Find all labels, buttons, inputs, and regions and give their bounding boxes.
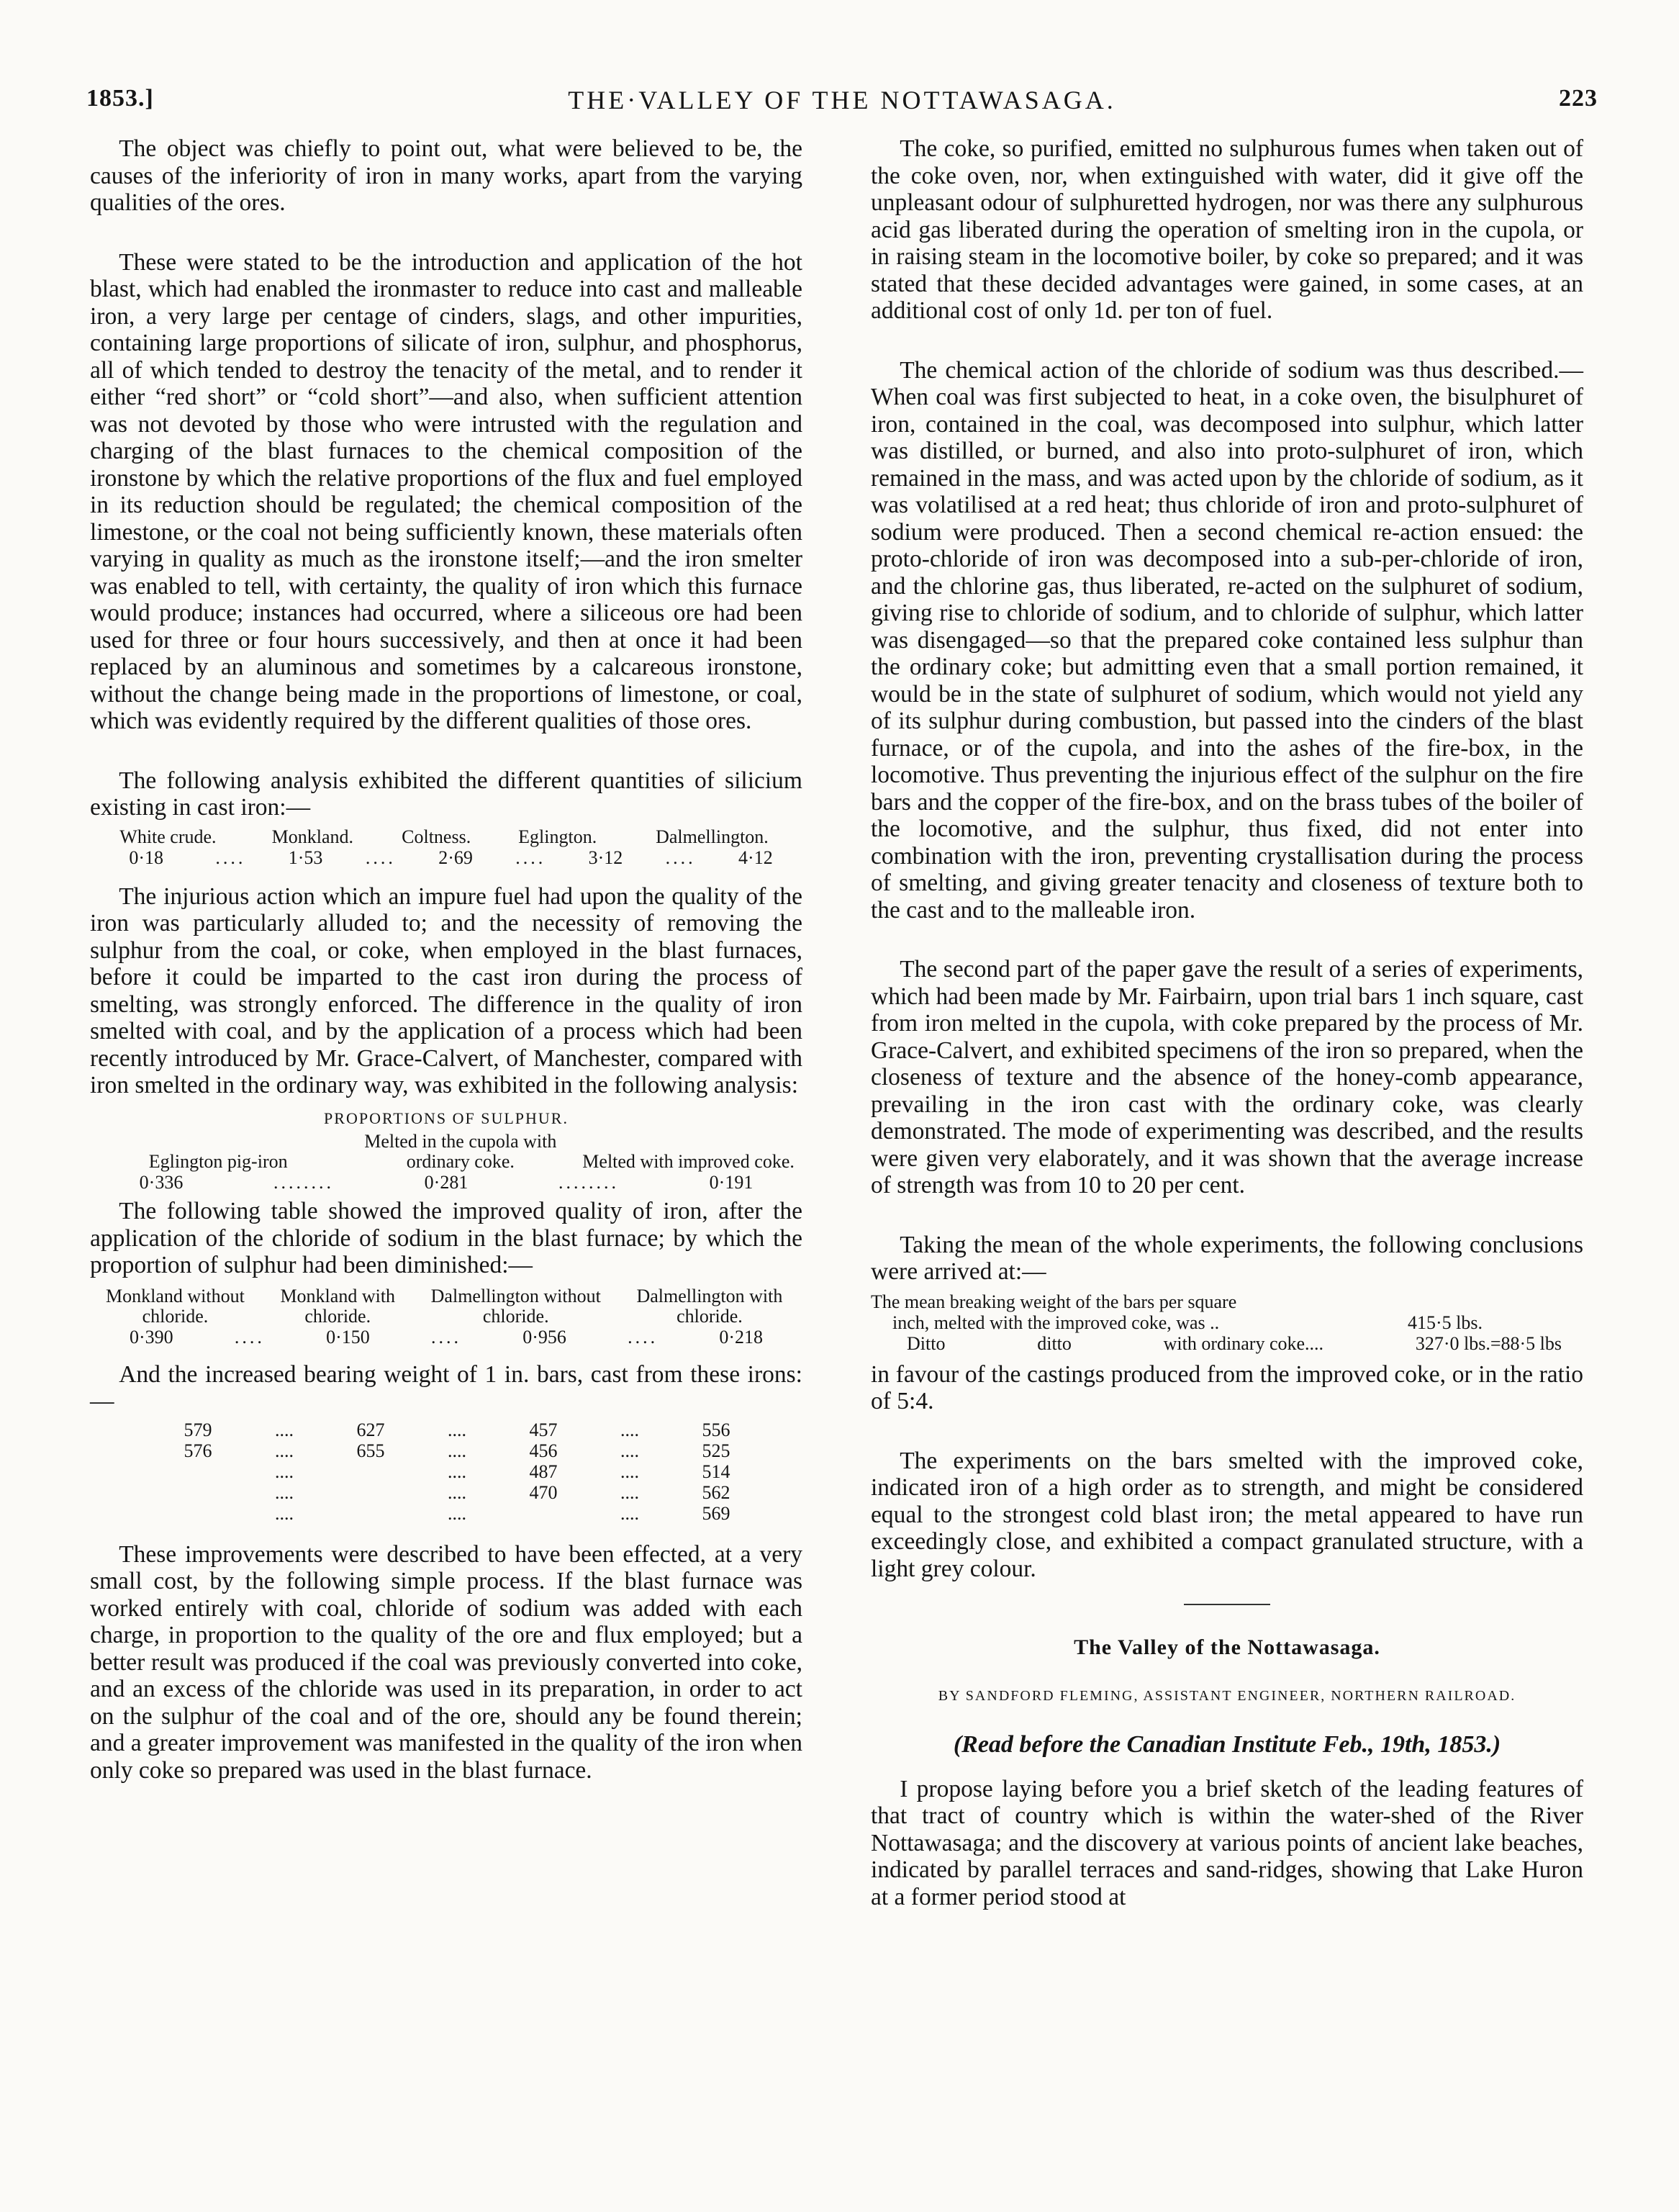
table-cell: 1·53 — [288, 847, 323, 868]
leader-dots: .... — [275, 1502, 294, 1524]
leader-dots: .... — [620, 1419, 639, 1440]
paragraph: The following analysis exhibited the different quantities of silicium existing in cast iron:— — [90, 767, 802, 821]
leader-dots: .... — [365, 847, 396, 868]
running-title: THE·VALLEY OF THE NOTTAWASAGA. — [568, 86, 1116, 114]
table-row — [871, 1312, 1583, 1333]
table-cell: with ordinary coke.... — [1163, 1332, 1324, 1354]
table-cell — [327, 1482, 414, 1503]
table-header: Monkland with chloride. — [280, 1285, 396, 1327]
leader-dots: .... — [665, 847, 696, 868]
leader-dots: .... — [515, 847, 546, 868]
leader-dots: .... — [215, 847, 246, 868]
table-row — [155, 1440, 759, 1461]
table-cell: 576 — [184, 1440, 212, 1461]
table-cell: 556 — [702, 1419, 730, 1440]
chloride-table — [90, 1286, 802, 1327]
table-cell: 0·390 — [130, 1326, 173, 1347]
table-row: The mean breaking weight of the bars per square — [871, 1291, 1237, 1312]
table-cell — [500, 1503, 587, 1524]
table-header: White crude. — [119, 826, 217, 847]
table-row — [871, 1333, 1583, 1354]
table-cell: 4·12 — [738, 847, 773, 868]
table-cell: 0·191 — [709, 1172, 753, 1193]
table-cell: 514 — [702, 1461, 730, 1482]
paragraph: These improvements were described to have been effected, at a very small cost, by the following simple process. If the blast furnace was worked entirely with coal, chloride of sodium was added with each charge, in proportion to the quality of the ore and flux employed; but a better result was produced if the coal was previously converted into coke, and an excess of the chloride was used in its preparation, in order to act on the sulphur of the coal and of the ore, should any be found therein; and a greater improvement was manifested in the quality of the iron when only coke so prepared was used in the blast furnace. — [90, 1540, 802, 1784]
paragraph: The experiments on the bars smelted with the improved coke, indicated iron of a high order as to strength, and might be considered equal to the strongest cold blast iron; the metal appeared to have run exceedingly close, and exhibited a compact granulated structure, with a light grey colour. — [871, 1447, 1583, 1582]
table-cell: 655 — [356, 1440, 385, 1461]
table-header: Eglington pig-iron — [148, 1151, 288, 1172]
page-header — [86, 85, 1598, 128]
left-column — [90, 135, 802, 1816]
table-cell — [155, 1461, 241, 1482]
sulphur-values — [90, 1172, 802, 1193]
paragraph: The second part of the paper gave the result of a series of experiments, which had been made by Mr. Fairbairn, upon trial bars 1 inch square, cast from iron melted in the cupola, with coke prepared by the process of Mr. Grace-Calvert, and exhibited specimens of the iron so prepared, when the closeness of texture and the absence of the honey-comb appearance, prevailing in the iron cast with the ordinary coke, was clearly demonstrated. The mode of experimenting was described, and the results were given very elaborately, and it was shown that the average increase of strength was from 10 to 20 per cent. — [871, 956, 1583, 1198]
sulphur-table — [90, 1132, 802, 1172]
leader-dots: .... — [620, 1502, 639, 1524]
table-cell: 470 — [529, 1481, 558, 1503]
table-header: Dalmellington without chloride. — [430, 1285, 601, 1327]
mean-table — [871, 1291, 1583, 1354]
table-header: Dalmellington with chloride. — [636, 1285, 783, 1327]
leader-dots: .... — [628, 1326, 659, 1347]
right-column — [871, 135, 1583, 1943]
table-cell: 579 — [184, 1419, 212, 1440]
table-cell — [155, 1503, 241, 1524]
table-cell — [155, 1482, 241, 1503]
table-row — [155, 1461, 759, 1482]
table-header: Melted in the cupola with ordinary coke. — [364, 1131, 557, 1172]
table-cell: 525 — [702, 1440, 730, 1461]
paragraph: The following table showed the improved quality of iron, after the application of the chloride of sodium in the blast furnace; by which the proportion of sulphur had been diminished:— — [90, 1198, 802, 1278]
table-cell — [327, 1461, 414, 1482]
leader-dots: .... — [275, 1440, 294, 1461]
table-cell: 415·5 lbs. — [1408, 1312, 1483, 1333]
paragraph: Taking the mean of the whole experiments, the following conclusions were arrived at:— — [871, 1231, 1583, 1285]
leader-dots: .... — [275, 1419, 294, 1440]
year-label: 1853.] — [86, 85, 154, 112]
table-cell: 569 — [702, 1502, 730, 1524]
table-header: Melted with improved coke. — [582, 1151, 795, 1172]
chloride-values — [90, 1327, 802, 1348]
paragraph: I propose laying before you a brief sketch of the leading features of that tract of country which is within the water-shed of the River Nottawasaga; and the discovery at various points of ancient lake beaches, indicated by parallel terraces and sand-ridges, showing that Lake Huron at a former period stood at — [871, 1775, 1583, 1910]
leader-dots: .... — [620, 1481, 639, 1503]
table-row — [155, 1482, 759, 1503]
article-title: The Valley of the Nottawasaga. — [1074, 1635, 1380, 1659]
silicium-table — [90, 827, 802, 847]
leader-dots: .... — [275, 1461, 294, 1482]
table-header: Eglington. — [518, 826, 597, 847]
leader-dots: .... — [620, 1461, 639, 1482]
table-cell: 0·336 — [139, 1172, 184, 1193]
table-header: Coltness. — [402, 826, 471, 847]
table-cell: 0·150 — [326, 1326, 370, 1347]
table-cell: Ditto — [907, 1332, 946, 1354]
bearing-table — [90, 1419, 802, 1524]
table-cell: 0·956 — [522, 1326, 566, 1347]
paragraph: The chemical action of the chloride of sodium was thus described.—When coal was first subjected to heat, in a coke oven, the bisulphuret of iron, contained in the coal, was decomposed into sulphur, which latter was distilled, or burned, and also into proto-sulphuret of iron, which remained in the mass, and was acted upon by the chloride of sodium, as it was volatilised at a red heat; thus chloride of iron and proto-sulphuret of sodium were produced. Then a second chemical re-action ensued: the proto-chloride of iron was decomposed into a sub-per-chloride of iron, and the chlorine gas, thus liberated, re-acted on the sulphuret of sodium, giving rise to chloride of sodium, and to chloride of sulphur, which latter was disengaged—so that the prepared coke contained less sulphur than the ordinary coke; but admitting even that a small portion remained, it would be in the state of sulphuret of sodium, which would not yield any of its sulphur during combustion, but passed into the cinders of the blast furnace, or of the cupola, and into the ashes of the fire-box, in the locomotive. Thus preventing the injurious effect of the sulphur on the fire bars and the copper of the fire-box, and on the brass tubes of the boiler of the locomotive, and the sulphur, thus fixed, did not enter into combination with the iron, preventing crystallisation during the process of smelting, and giving greater tenacity and closeness of texture both to the cast and to the malleable iron. — [871, 356, 1583, 924]
table-caption: PROPORTIONS OF SULPHUR. — [324, 1109, 569, 1127]
leader-dots: .... — [234, 1326, 265, 1347]
silicium-values — [90, 847, 802, 869]
article-byline: BY SANDFORD FLEMING, ASSISTANT ENGINEER, NORTHERN RAILROAD. — [938, 1687, 1516, 1704]
leader-dots: .... — [275, 1481, 294, 1503]
table-cell: 0·218 — [719, 1326, 763, 1347]
table-cell: 487 — [529, 1461, 558, 1482]
paragraph: in favour of the castings produced from the improved coke, or in the ratio of 5:4. — [871, 1360, 1583, 1414]
leader-dots: .... — [448, 1461, 466, 1482]
leader-dots: .... — [448, 1440, 466, 1461]
paragraph: The injurious action which an impure fuel had upon the quality of the iron was particularly alluded to; and the necessity of removing the sulphur from the coal, or coke, when employed in the blast furnaces, before it could be imparted to the cast iron during the process of smelting, was strongly enforced. The difference in the quality of iron smelted with coal, and by the application of a process which had been recently introduced by Mr. Grace-Calvert, of Manchester, compared with iron smelted in the ordinary way, was exhibited in the following analysis: — [90, 882, 802, 1098]
leader-dots: .... — [448, 1419, 466, 1440]
table-row — [155, 1419, 759, 1440]
page-number: 223 — [1559, 85, 1598, 112]
leader-dots: ........ — [558, 1172, 619, 1193]
leader-dots: .... — [620, 1440, 639, 1461]
table-cell: ditto — [1037, 1332, 1072, 1354]
leader-dots: .... — [430, 1326, 461, 1347]
read-note: (Read before the Canadian Institute Feb., 19th, 1853.) — [953, 1731, 1501, 1758]
table-cell: inch, melted with the improved coke, was .. — [892, 1312, 1220, 1333]
section-divider — [1184, 1604, 1270, 1605]
table-cell: 457 — [529, 1419, 558, 1440]
table-cell: 2·69 — [438, 847, 473, 868]
table-row — [155, 1503, 759, 1524]
leader-dots: .... — [448, 1502, 466, 1524]
paragraph: These were stated to be the introduction and application of the hot blast, which had enabled the ironmaster to reduce into cast and malleable iron, a very large per centage of cinders, slags, and other impurities, containing large proportions of silicate of iron, sulphur, and phosphorus, all of which tended to destroy the tenacity of the metal, and to render it either “red short” or “cold short”—and also, when sufficient attention was not devoted by those who were intrusted with the regulation and charging of the blast furnaces to the chemical composition of the ironstone by which the relative proportions of the flux and fuel employed in its reduction should be regulated; the chemical composition of the limestone, or the coal not being sufficiently known, these materials often varying in quality as much as the ironstone itself;—and the iron smelter was enabled to tell, with certainty, the quality of iron which this furnace would produce; instances had occurred, where a siliceous ore had been used for three or four hours successively, and then at once it had been replaced by an aluminous and sometimes by a calcareous ironstone, without the change being made in the proportions of limestone, or coal, which was evidently required by the different qualities of those ores. — [90, 248, 802, 734]
paragraph: And the increased bearing weight of 1 in. bars, cast from these irons:— — [90, 1360, 802, 1414]
leader-dots: .... — [448, 1481, 466, 1503]
table-header: Monkland. — [271, 826, 354, 847]
paragraph: The coke, so purified, emitted no sulphurous fumes when taken out of the coke oven, nor, when extinguished with water, did it give off the unpleasant odour of sulphuretted hydrogen, nor was there any sulphurous acid gas liberated during the operation of smelting iron in the cupola, or in raising steam in the locomotive boiler, by coke so prepared; and it was stated that these decided advantages were gained, in some cases, at an additional cost of only 1d. per ton of fuel. — [871, 135, 1583, 324]
table-cell: 562 — [702, 1481, 730, 1503]
table-cell: 3·12 — [588, 847, 623, 868]
table-cell: 627 — [356, 1419, 385, 1440]
table-cell: 327·0 lbs.=88·5 lbs — [1415, 1332, 1562, 1354]
table-cell: 456 — [529, 1440, 558, 1461]
table-cell — [327, 1503, 414, 1524]
table-cell: 0·18 — [129, 847, 163, 868]
table-header: Monkland without chloride. — [105, 1285, 245, 1327]
table-cell: 0·281 — [424, 1172, 469, 1193]
table-header: Dalmellington. — [656, 826, 769, 847]
paragraph: The object was chiefly to point out, what were believed to be, the causes of the inferiority of iron in many works, apart from the varying qualities of the ores. — [90, 135, 802, 216]
leader-dots: ........ — [273, 1172, 334, 1193]
